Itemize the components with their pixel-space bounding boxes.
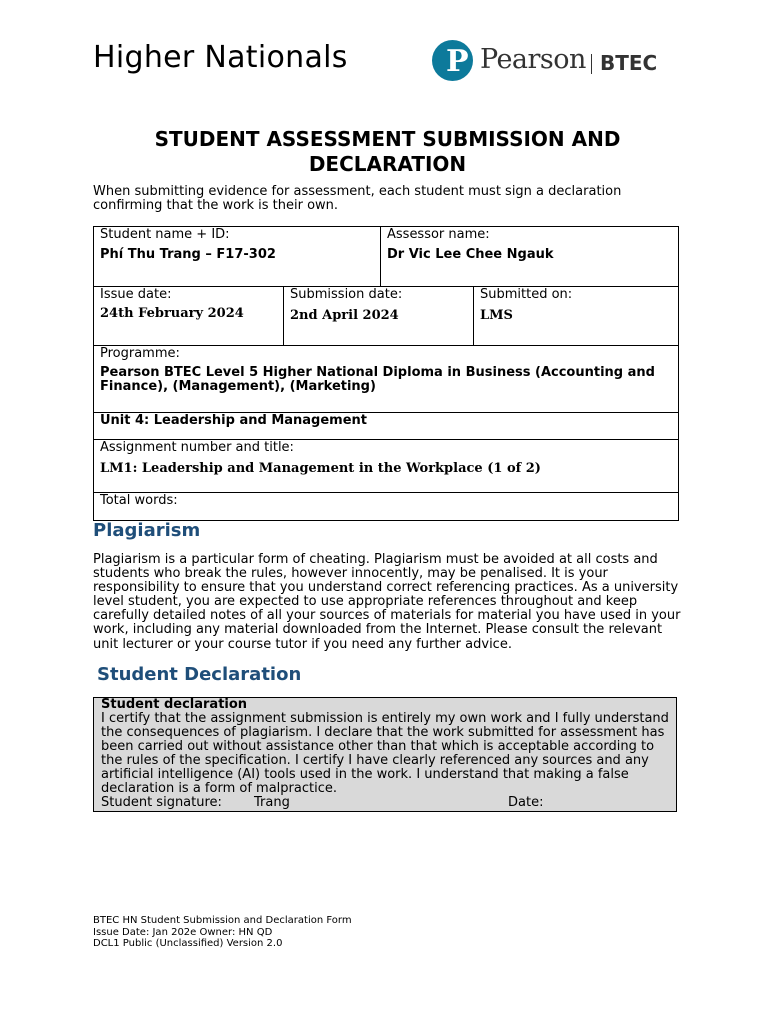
assignment-label: Assignment number and title: [100,440,294,455]
declaration-box [93,697,677,812]
unit-cell [94,413,679,440]
assessor-name-value: Dr Vic Lee Chee Ngauk [387,247,554,262]
footer [93,915,352,950]
btec-logo-text: BTEC [600,51,658,75]
student-name-cell [94,227,381,287]
issue-date-value: 24th February 2024 [100,306,244,321]
higher-nationals-title: Higher Nationals [93,40,348,75]
submitted-on-label: Submitted on: [480,287,573,302]
date-label: Date: [508,795,544,810]
submission-date-cell [284,287,474,346]
submission-form-table [93,226,679,521]
assignment-cell [94,440,679,493]
logo-separator [591,54,592,74]
footer-line-1: BTEC HN Student Submission and Declaration Form [93,915,352,926]
pearson-logo-glyph: P [446,44,469,79]
programme-cell [94,346,679,413]
issue-date-cell [94,287,284,346]
assessor-name-label: Assessor name: [387,227,490,242]
intro-text: When submitting evidence for assessment, each student must sign a declaration confirming that the work is their own. [93,184,622,213]
issue-date-label: Issue date: [100,287,172,302]
student-declaration-heading: Student Declaration [97,664,302,685]
footer-line-2: Issue Date: Jan 202e Owner: HN QD [93,926,273,938]
programme-value: Pearson BTEC Level 5 Higher National Diploma in Business (Accounting and Finance), (Management), (Marketing) [100,365,655,394]
submission-date-value: 2nd April 2024 [290,308,399,323]
student-name-label: Student name + ID: [100,227,230,242]
declaration-text: I certify that the assignment submission is entirely my own work and I fully understand the consequences of plagiarism. I declare that the work submitted for assessment has been carried out without assistance other than that which is acceptable according to the rules of the specification. I certify I have clearly referenced any sources and any artificial intelligence (AI) tools used in the work. I understand that making a false declaration is a form of malpractice. [101,711,669,797]
programme-label: Programme: [100,346,180,361]
plagiarism-text: Plagiarism is a particular form of cheating. Plagiarism must be avoided at all costs and students who break the rules, however innocently, may be penalised. It is your responsibility to ensure that you understand correct referencing practices. As a university level student, you are expected to use appropriate references throughout and keep carefully detailed notes of all your sources of materials for material you have used in your work, including any material downloaded from the Internet. Please consult the relevant unit lecturer or your course tutor if you need any further advice. [93,552,681,652]
pearson-logo-text: Pearson [480,44,586,75]
signature-value: Trang [254,795,290,810]
signature-label: Student signature: [101,795,222,810]
submission-date-label: Submission date: [290,287,403,302]
footer-line-3: DCL1 Public (Unclassified) Version 2.0 [93,938,283,949]
unit-value: Unit 4: Leadership and Management [100,413,368,428]
declaration-box-title: Student declaration [101,697,248,712]
submitted-on-value: LMS [480,308,513,323]
assessor-name-cell [381,227,679,287]
total-words-label: Total words: [100,493,178,508]
plagiarism-heading: Plagiarism [93,520,201,541]
total-words-cell [94,493,679,521]
document-title: STUDENT ASSESSMENT SUBMISSION AND DECLARATION [154,127,621,176]
assignment-value: LM1: Leadership and Management in the Workplace (1 of 2) [100,461,541,476]
submitted-on-cell [474,287,679,346]
student-name-value: Phí Thu Trang – F17-302 [100,247,276,262]
